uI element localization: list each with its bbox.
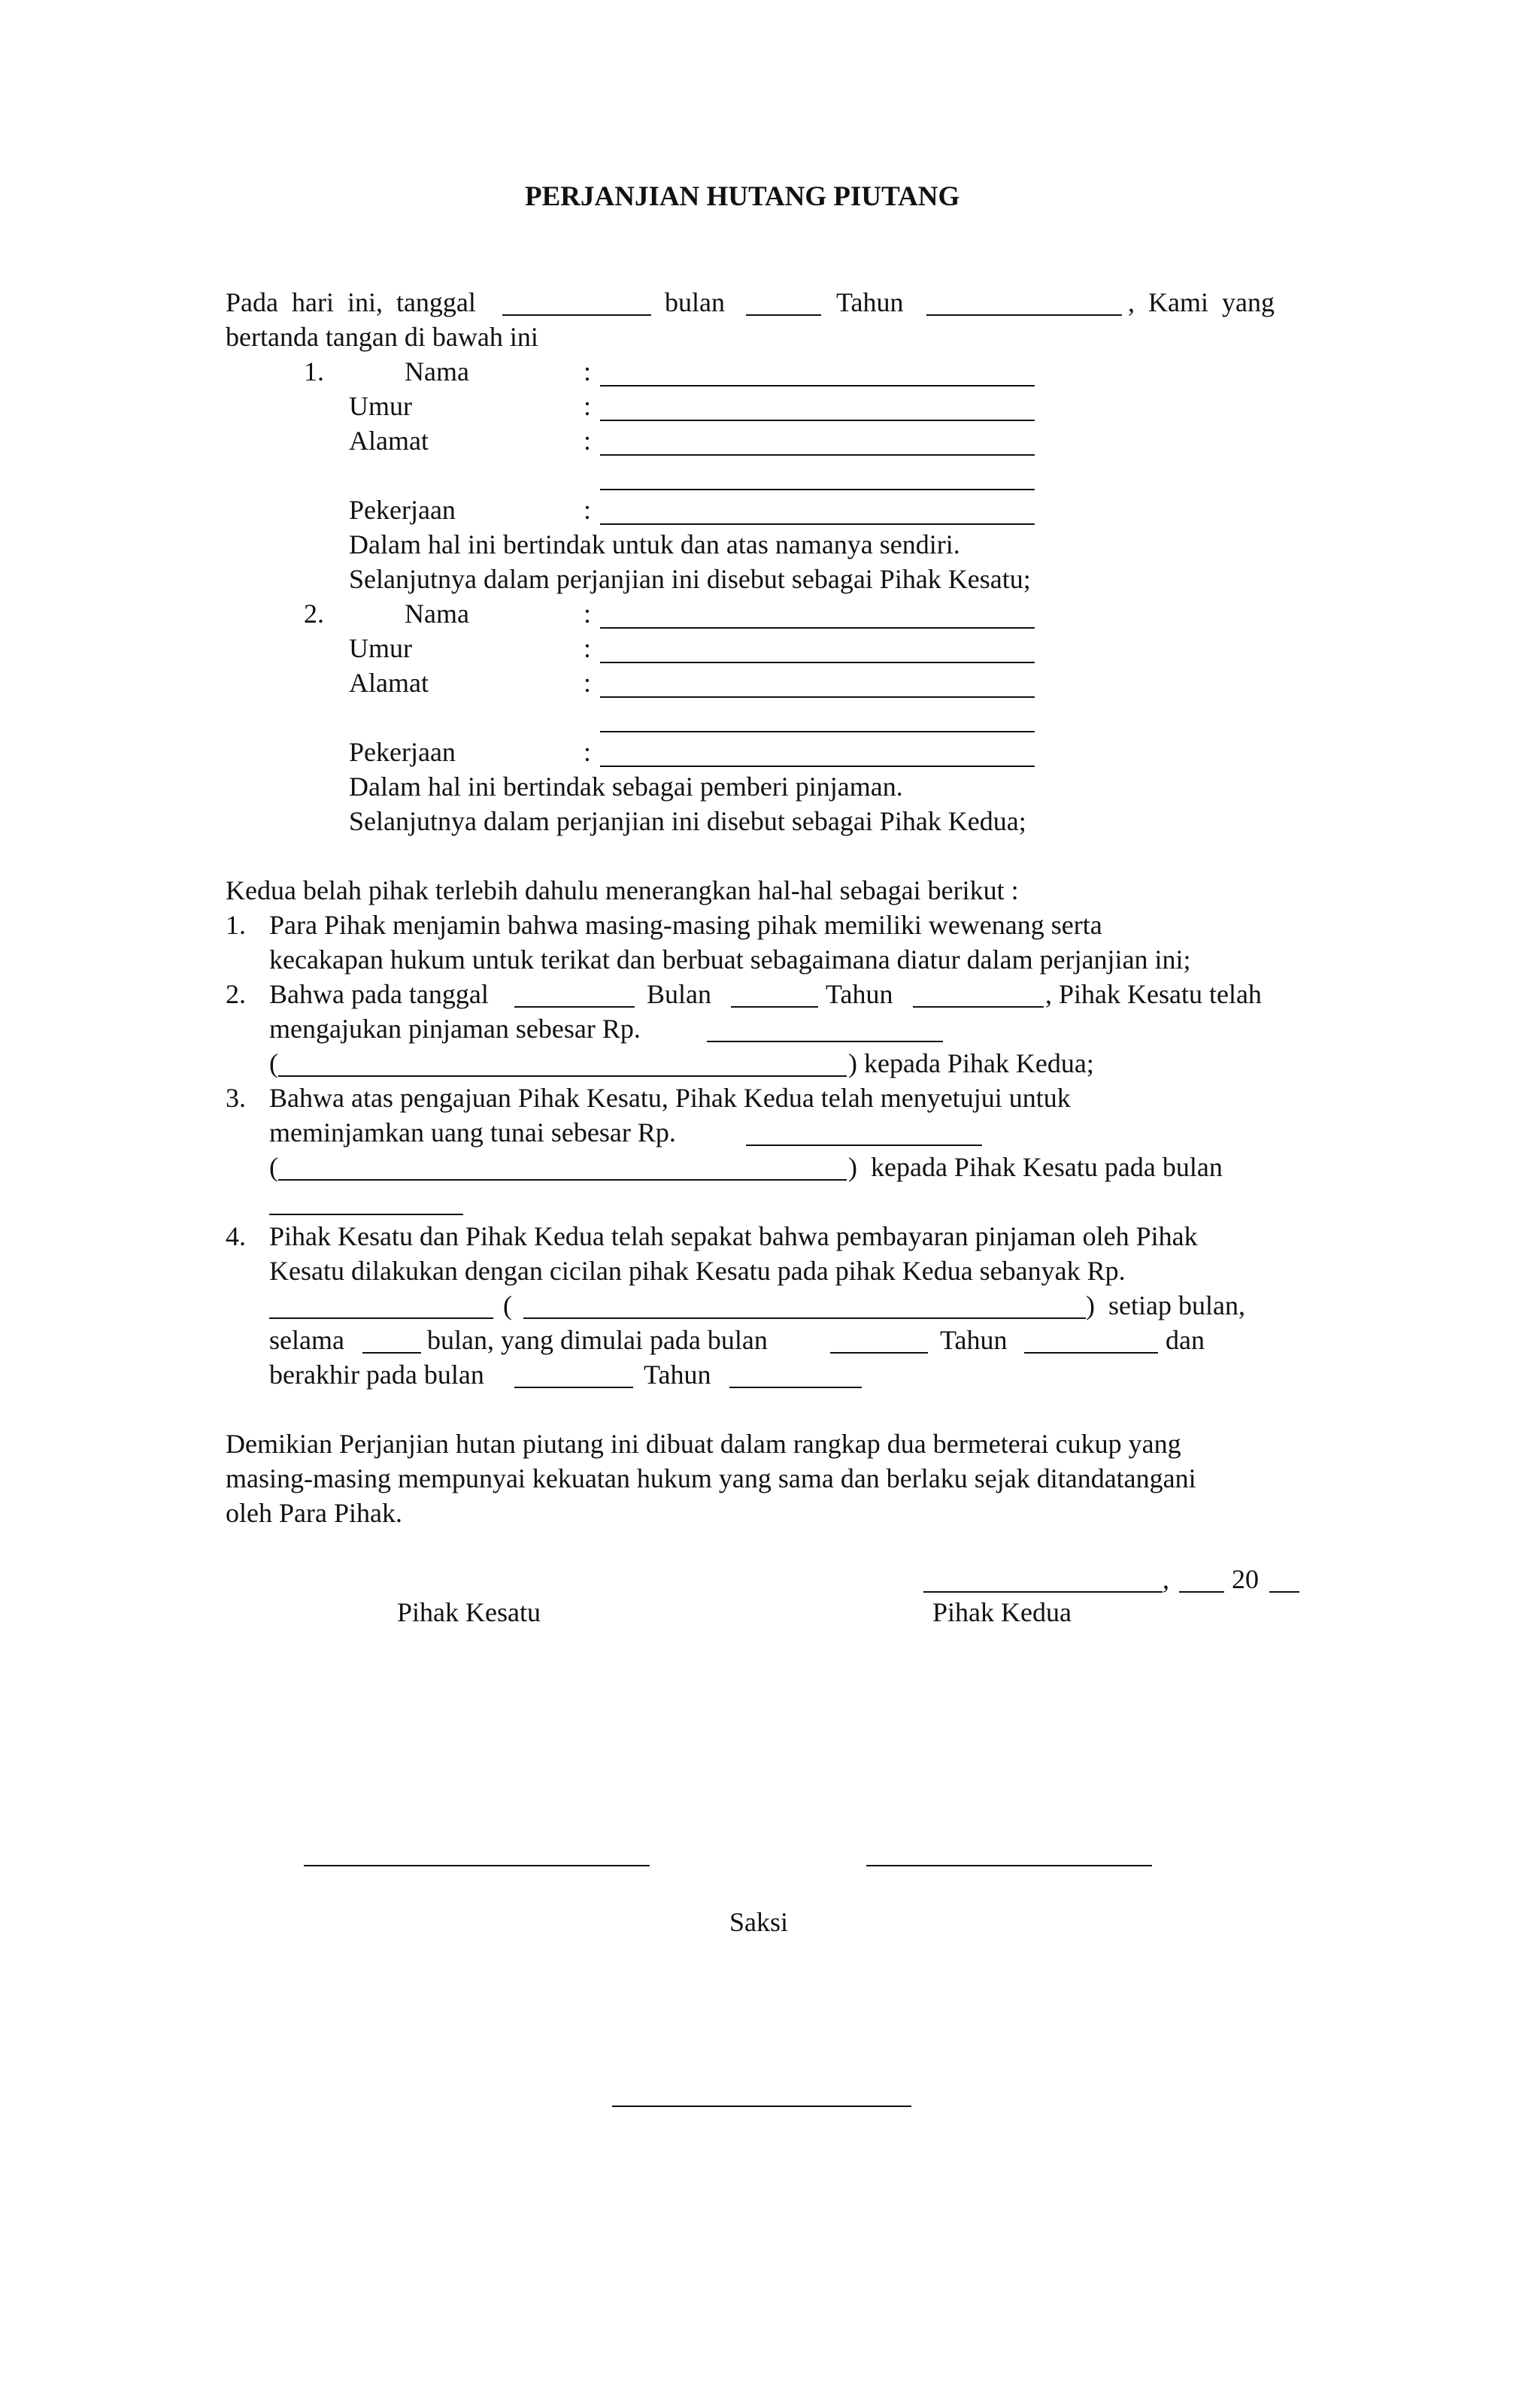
clause-3-close: ) kepada Pihak Kesatu pada bulan — [848, 1152, 1223, 1182]
clause-2-text-b: Bulan — [647, 979, 711, 1009]
intro-pada-hari-ini: Pada hari ini, tanggal — [226, 287, 476, 317]
party-2-pekerjaan-colon: : — [584, 737, 592, 767]
party-1-nama-colon: : — [584, 356, 592, 387]
clause-2-blank-tahun — [913, 1006, 1044, 1008]
closing-line-2: masing-masing mempunyai kekuatan hukum yang sama dan berlaku sejak ditandatangani — [226, 1463, 1196, 1493]
clauses-intro: Kedua belah pihak terlebih dahulu menerangkan hal-hal sebagai berikut : — [226, 875, 1019, 905]
clause-1-line-2: kecakapan hukum untuk terikat dan berbuat sebagaimana diatur dalam perjanjian ini; — [269, 944, 1191, 975]
clause-3-number: 3. — [226, 1083, 246, 1113]
clause-4-tahun: Tahun — [940, 1325, 1008, 1355]
clause-4-berakhir: berakhir pada bulan — [269, 1360, 484, 1390]
clause-4-number: 4. — [226, 1221, 246, 1251]
party-1-alamat-colon: : — [584, 426, 592, 456]
clause-2-blank-bulan — [731, 1006, 818, 1008]
clause-4-line-1: Pihak Kesatu dan Pihak Kedua telah sepakat bahwa pembayaran pinjaman oleh Pihak — [269, 1221, 1198, 1251]
clause-3-blank-terbilang — [278, 1179, 847, 1181]
party-2-pekerjaan-blank — [600, 766, 1035, 767]
clause-3-blank-rp — [746, 1145, 982, 1146]
clause-1-line-1: Para Pihak menjamin bahwa masing-masing pihak memiliki wewenang serta — [269, 910, 1102, 940]
party-1-alamat-blank — [600, 454, 1035, 456]
party-2-nama-label: Nama — [405, 599, 469, 629]
party-1-pekerjaan-colon: : — [584, 495, 592, 525]
clause-2-blank-terbilang — [278, 1075, 847, 1077]
clause-3-line-1: Bahwa atas pengajuan Pihak Kesatu, Pihak Kedua telah menyetujui untuk — [269, 1083, 1071, 1113]
clause-4-blank-mulai-bulan — [830, 1352, 928, 1354]
clause-4-open-paren: ( — [496, 1290, 512, 1320]
clause-2-line-2: mengajukan pinjaman sebesar Rp. — [269, 1014, 641, 1044]
party-1-nama-label: Nama — [405, 356, 469, 387]
intro-line-2: bertanda tangan di bawah ini — [226, 322, 538, 352]
party-2-nama-colon: : — [584, 599, 592, 629]
party-2-umur-colon: : — [584, 633, 592, 663]
date-blank-place — [923, 1591, 1163, 1593]
clause-3-open-paren: ( — [269, 1152, 278, 1182]
party-1-nama-blank — [600, 385, 1035, 387]
party-1-number: 1. — [304, 356, 324, 387]
party-1-alamat-blank-2 — [600, 489, 1035, 490]
party-2-number: 2. — [304, 599, 324, 629]
clause-4-close: ) setiap bulan, — [1086, 1290, 1245, 1320]
intro-bulan: bulan — [665, 287, 725, 317]
blank-bulan — [746, 314, 821, 316]
party-1-pekerjaan-blank — [600, 523, 1035, 525]
date-blank-year — [1269, 1591, 1299, 1593]
clause-2-blank-tanggal — [514, 1006, 635, 1008]
clause-4-blank-lama — [362, 1352, 421, 1354]
clause-1-number: 1. — [226, 910, 246, 940]
party-2-statement-2: Selanjutnya dalam perjanjian ini disebut sebagai Pihak Kedua; — [349, 806, 1026, 836]
clause-2-blank-rp — [707, 1041, 943, 1042]
signature-line-pihak-kesatu — [304, 1865, 650, 1866]
clause-4-blank-akhir-tahun — [729, 1387, 862, 1388]
party-2-alamat-blank — [600, 696, 1035, 698]
closing-line-3: oleh Para Pihak. — [226, 1498, 402, 1528]
clause-4-blank-terbilang — [523, 1317, 1086, 1319]
clause-2-text-d: , Pihak Kesatu telah — [1045, 979, 1262, 1009]
party-2-pekerjaan-label: Pekerjaan — [349, 737, 456, 767]
signature-line-saksi — [612, 2106, 911, 2107]
clause-3-line-2: meminjamkan uang tunai sebesar Rp. — [269, 1117, 676, 1148]
closing-line-1: Demikian Perjanjian hutan piutang ini dibuat dalam rangkap dua bermeterai cukup yang — [226, 1429, 1181, 1459]
intro-kami-yang: , Kami yang — [1128, 287, 1275, 317]
blank-tahun — [926, 314, 1122, 316]
party-2-alamat-blank-2 — [600, 731, 1035, 732]
party-2-alamat-colon: : — [584, 668, 592, 698]
signature-label-pihak-kesatu: Pihak Kesatu — [397, 1597, 541, 1627]
date-blank-day — [1179, 1591, 1224, 1593]
clause-4-selama: selama — [269, 1325, 344, 1355]
date-year-prefix: 20 — [1232, 1564, 1259, 1594]
party-2-umur-label: Umur — [349, 633, 412, 663]
signature-label-saksi: Saksi — [729, 1907, 789, 1937]
clause-2-number: 2. — [226, 979, 246, 1009]
party-1-umur-blank — [600, 420, 1035, 421]
clause-4-line-2: Kesatu dilakukan dengan cicilan pihak Kesatu pada pihak Kedua sebanyak Rp. — [269, 1256, 1126, 1286]
party-1-umur-label: Umur — [349, 391, 412, 421]
clause-2-close: ) kepada Pihak Kedua; — [848, 1048, 1094, 1078]
clause-2-open-paren: ( — [269, 1048, 278, 1078]
party-1-statement-1: Dalam hal ini bertindak untuk dan atas namanya sendiri. — [349, 529, 960, 559]
document-title: PERJANJIAN HUTANG PIUTANG — [525, 181, 960, 212]
clause-4-blank-rp — [269, 1317, 493, 1319]
clause-2-text-c: Tahun — [826, 979, 893, 1009]
party-2-nama-blank — [600, 627, 1035, 629]
party-2-statement-1: Dalam hal ini bertindak sebagai pemberi pinjaman. — [349, 772, 903, 802]
party-2-umur-blank — [600, 662, 1035, 663]
clause-4-blank-akhir-bulan — [514, 1387, 633, 1388]
party-1-alamat-label: Alamat — [349, 426, 429, 456]
party-1-statement-2: Selanjutnya dalam perjanjian ini disebut sebagai Pihak Kesatu; — [349, 564, 1031, 594]
clause-3-blank-bulan — [269, 1214, 463, 1215]
clause-4-bulan-dimulai: bulan, yang dimulai pada bulan — [427, 1325, 768, 1355]
intro-tahun: Tahun — [836, 287, 904, 317]
clause-4-blank-mulai-tahun — [1024, 1352, 1158, 1354]
blank-tanggal — [502, 314, 651, 316]
party-1-pekerjaan-label: Pekerjaan — [349, 495, 456, 525]
party-1-umur-colon: : — [584, 391, 592, 421]
clause-4-tahun-2: Tahun — [644, 1360, 711, 1390]
date-comma: , — [1163, 1564, 1169, 1594]
clause-2-text-a: Bahwa pada tanggal — [269, 979, 489, 1009]
signature-label-pihak-kedua: Pihak Kedua — [932, 1597, 1072, 1627]
clause-4-dan: dan — [1166, 1325, 1205, 1355]
signature-line-pihak-kedua — [866, 1865, 1152, 1866]
party-2-alamat-label: Alamat — [349, 668, 429, 698]
